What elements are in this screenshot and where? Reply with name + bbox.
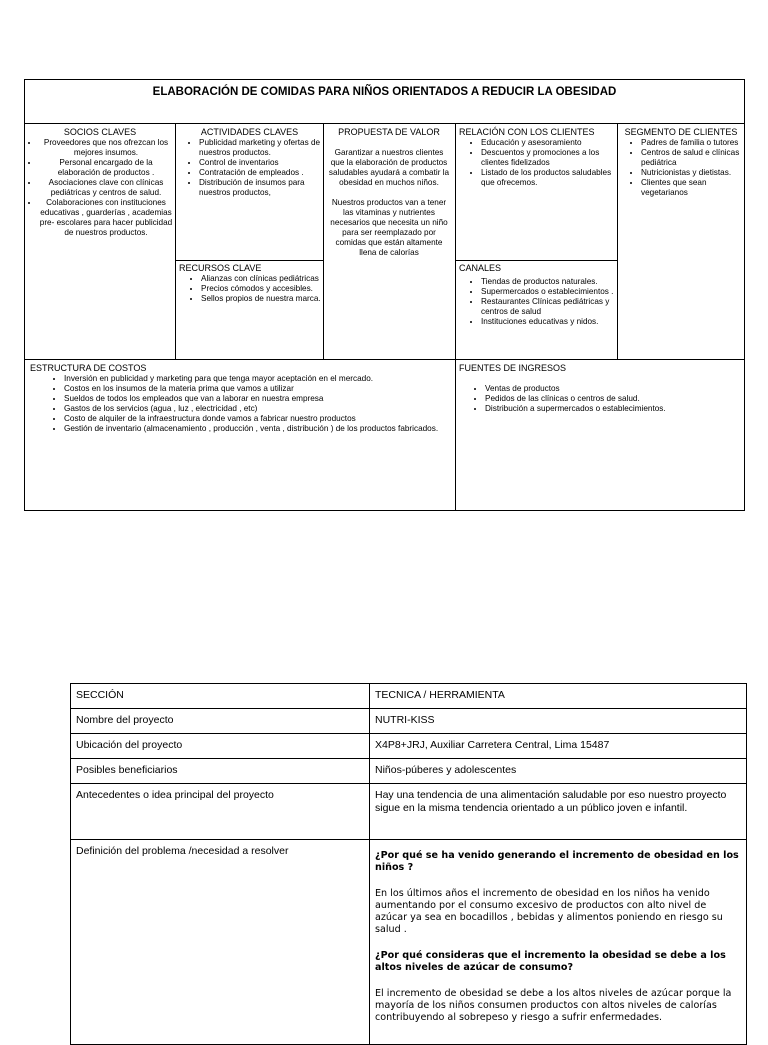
propuesta-paragraph: Nuestros productos van a tener las vitaminas y nutrientes necesarios que necesita un niño para ser reemplazado por comidas que están altamente llena de calorías	[330, 198, 448, 257]
divider	[455, 260, 617, 261]
project-info-table	[70, 683, 747, 1045]
list-item: • Sueldos de todos los empleados que van a laborar en nuestra empresa	[64, 394, 450, 404]
list-item: • Gestión de inventario (almacenamiento , producción , venta , distribución ) de los productos fabricados.	[64, 424, 450, 434]
row-value: X4P8+JRJ, Auxiliar Carretera Central, Lima 15487	[370, 734, 747, 759]
socios-claves-cell	[27, 127, 173, 238]
list-item: • Descuentos y promociones a los clientes fidelizados	[481, 148, 615, 168]
actividades-claves-cell	[177, 127, 322, 198]
list-item: • Ventas de productos	[485, 384, 741, 394]
list-item: • Gastos de los servicios (agua , luz , electricidad , etc)	[64, 404, 450, 414]
row-label: Definición del problema /necesidad a resolver	[71, 840, 370, 1045]
row-value: Hay una tendencia de una alimentación saludable por eso nuestro proyecto sigue en la misma tendencia orientado a un público joven e infantil.	[370, 784, 747, 840]
propuesta-valor-title: PROPUESTA DE VALOR	[338, 127, 440, 137]
list-item: • Contratación de empleados .	[199, 168, 322, 178]
socios-claves-list	[27, 138, 173, 238]
table-row	[71, 840, 747, 1045]
actividades-claves-list	[177, 138, 322, 198]
socios-claves-title: SOCIOS CLAVES	[63, 127, 137, 137]
segmento-clientes-title: SEGMENTO DE CLIENTES	[624, 127, 738, 137]
header-cell: TECNICA / HERRAMIENTA	[370, 684, 747, 709]
divider	[323, 124, 324, 359]
list-item: • Alianzas con clínicas pediátricas	[201, 274, 321, 284]
row-label: Nombre del proyecto	[71, 709, 370, 734]
row-value	[370, 840, 747, 1045]
list-item: • Control de inventarios	[199, 158, 322, 168]
canales-title: CANALES	[459, 263, 502, 273]
list-item: • Distribución a supermercados o establecimientos.	[485, 404, 741, 414]
list-item: • Pedidos de las clínicas o centros de salud.	[485, 394, 741, 404]
list-item: • Clientes que sean vegetarianos	[641, 178, 743, 198]
actividades-claves-title: ACTIVIDADES CLAVES	[200, 127, 299, 137]
list-item: • Instituciones educativas y nidos.	[481, 317, 615, 327]
list-item: • Supermercados o establecimientos .	[481, 287, 615, 297]
recursos-clave-list	[179, 274, 321, 304]
relacion-clientes-cell	[459, 127, 615, 188]
table-row	[71, 759, 747, 784]
list-item: • Padres de familia o tutores	[641, 138, 743, 148]
recursos-clave-cell	[179, 263, 321, 304]
table-row	[71, 709, 747, 734]
list-item: • Proveedores que nos ofrezcan los mejores insumos.	[39, 138, 173, 158]
list-item: • Costos en los insumos de la materia prima que vamos a utilizar	[64, 384, 450, 394]
estructura-costos-list	[30, 374, 450, 434]
list-item: • Educación y asesoramiento	[481, 138, 615, 148]
list-item: • Costo de alquiler de la infraestructura donde vamos a fabricar nuestro productos	[64, 414, 450, 424]
fuentes-ingresos-list	[459, 384, 741, 414]
answer-text: El incremento de obesidad se debe a los altos niveles de azúcar porque la mayoría de los niños consumen productos con altos niveles de calorías contribuyendo al sobrepeso y riesgo a sufrir enfermedades.	[375, 988, 732, 1023]
divider	[175, 124, 176, 359]
list-item: • Publicidad marketing y ofertas de nuestros productos.	[199, 138, 322, 158]
question-text: ¿Por qué consideras que el incremento la obesidad se debe a los altos niveles de azúcar de consumo?	[375, 950, 726, 973]
list-item: • Listado de los productos saludables que ofrecemos.	[481, 168, 615, 188]
list-item: • Tiendas de productos naturales.	[481, 277, 615, 287]
segmento-clientes-cell	[619, 127, 743, 198]
table-header-row	[71, 684, 747, 709]
relacion-clientes-list	[459, 138, 615, 188]
row-label: Posibles beneficiarios	[71, 759, 370, 784]
list-item: • Asociaciones clave con clínicas pediátricas y centros de salud.	[39, 178, 173, 198]
fuentes-ingresos-cell	[459, 363, 741, 414]
header-cell: SECCIÓN	[71, 684, 370, 709]
row-label: Antecedentes o idea principal del proyecto	[71, 784, 370, 840]
estructura-costos-title: ESTRUCTURA DE COSTOS	[30, 363, 147, 373]
canvas-title: ELABORACIÓN DE COMIDAS PARA NIÑOS ORIENTADOS A REDUCIR LA OBESIDAD	[25, 80, 744, 124]
list-item: • Restaurantes Clínicas pediátricas y centros de salud	[481, 297, 615, 317]
table-row	[71, 784, 747, 840]
canales-cell	[459, 263, 615, 327]
business-model-canvas	[24, 79, 745, 511]
canales-list	[459, 277, 615, 327]
recursos-clave-title: RECURSOS CLAVE	[179, 263, 262, 273]
list-item: • Inversión en publicidad y marketing para que tenga mayor aceptación en el mercado.	[64, 374, 450, 384]
row-label: Ubicación del proyecto	[71, 734, 370, 759]
divider	[455, 124, 456, 511]
list-item: • Personal encargado de la elaboración de productos .	[39, 158, 173, 178]
propuesta-valor-cell	[327, 127, 451, 258]
list-item: • Distribución de insumos para nuestros productos,	[199, 178, 322, 198]
row-value: NUTRI-KISS	[370, 709, 747, 734]
answer-text: En los últimos años el incremento de obesidad en los niños ha venido aumentando por el consumo excesivo de productos con alto nivel de azúcar ya sea en bocadillos , bebidas y alimentos poniendo en riesgo su salud .	[375, 888, 723, 935]
segmento-clientes-list	[619, 138, 743, 198]
list-item: • Sellos propios de nuestra marca.	[201, 294, 321, 304]
list-item: • Nutricionistas y dietistas.	[641, 168, 743, 178]
table-row	[71, 734, 747, 759]
list-item: • Colaboraciones con instituciones educativas , guarderías , academias pre- escolares para hacer publicidad de nuestros productos.	[39, 198, 173, 238]
divider	[175, 260, 323, 261]
list-item: • Centros de salud e clínicas pediátrica	[641, 148, 743, 168]
question-text: ¿Por qué se ha venido generando el incremento de obesidad en los niños ?	[375, 850, 739, 873]
list-item: • Precios cómodos y accesibles.	[201, 284, 321, 294]
divider	[617, 124, 618, 359]
divider	[25, 359, 744, 360]
row-value: Niños-púberes y adolescentes	[370, 759, 747, 784]
estructura-costos-cell	[30, 363, 450, 434]
fuentes-ingresos-title: FUENTES DE INGRESOS	[459, 363, 567, 373]
propuesta-paragraph: Garantizar a nuestros clientes que la elaboración de productos saludables ayudará a combatir la obesidad en muchos niños.	[328, 148, 450, 187]
relacion-clientes-title: RELACIÓN CON LOS CLIENTES	[459, 127, 595, 137]
